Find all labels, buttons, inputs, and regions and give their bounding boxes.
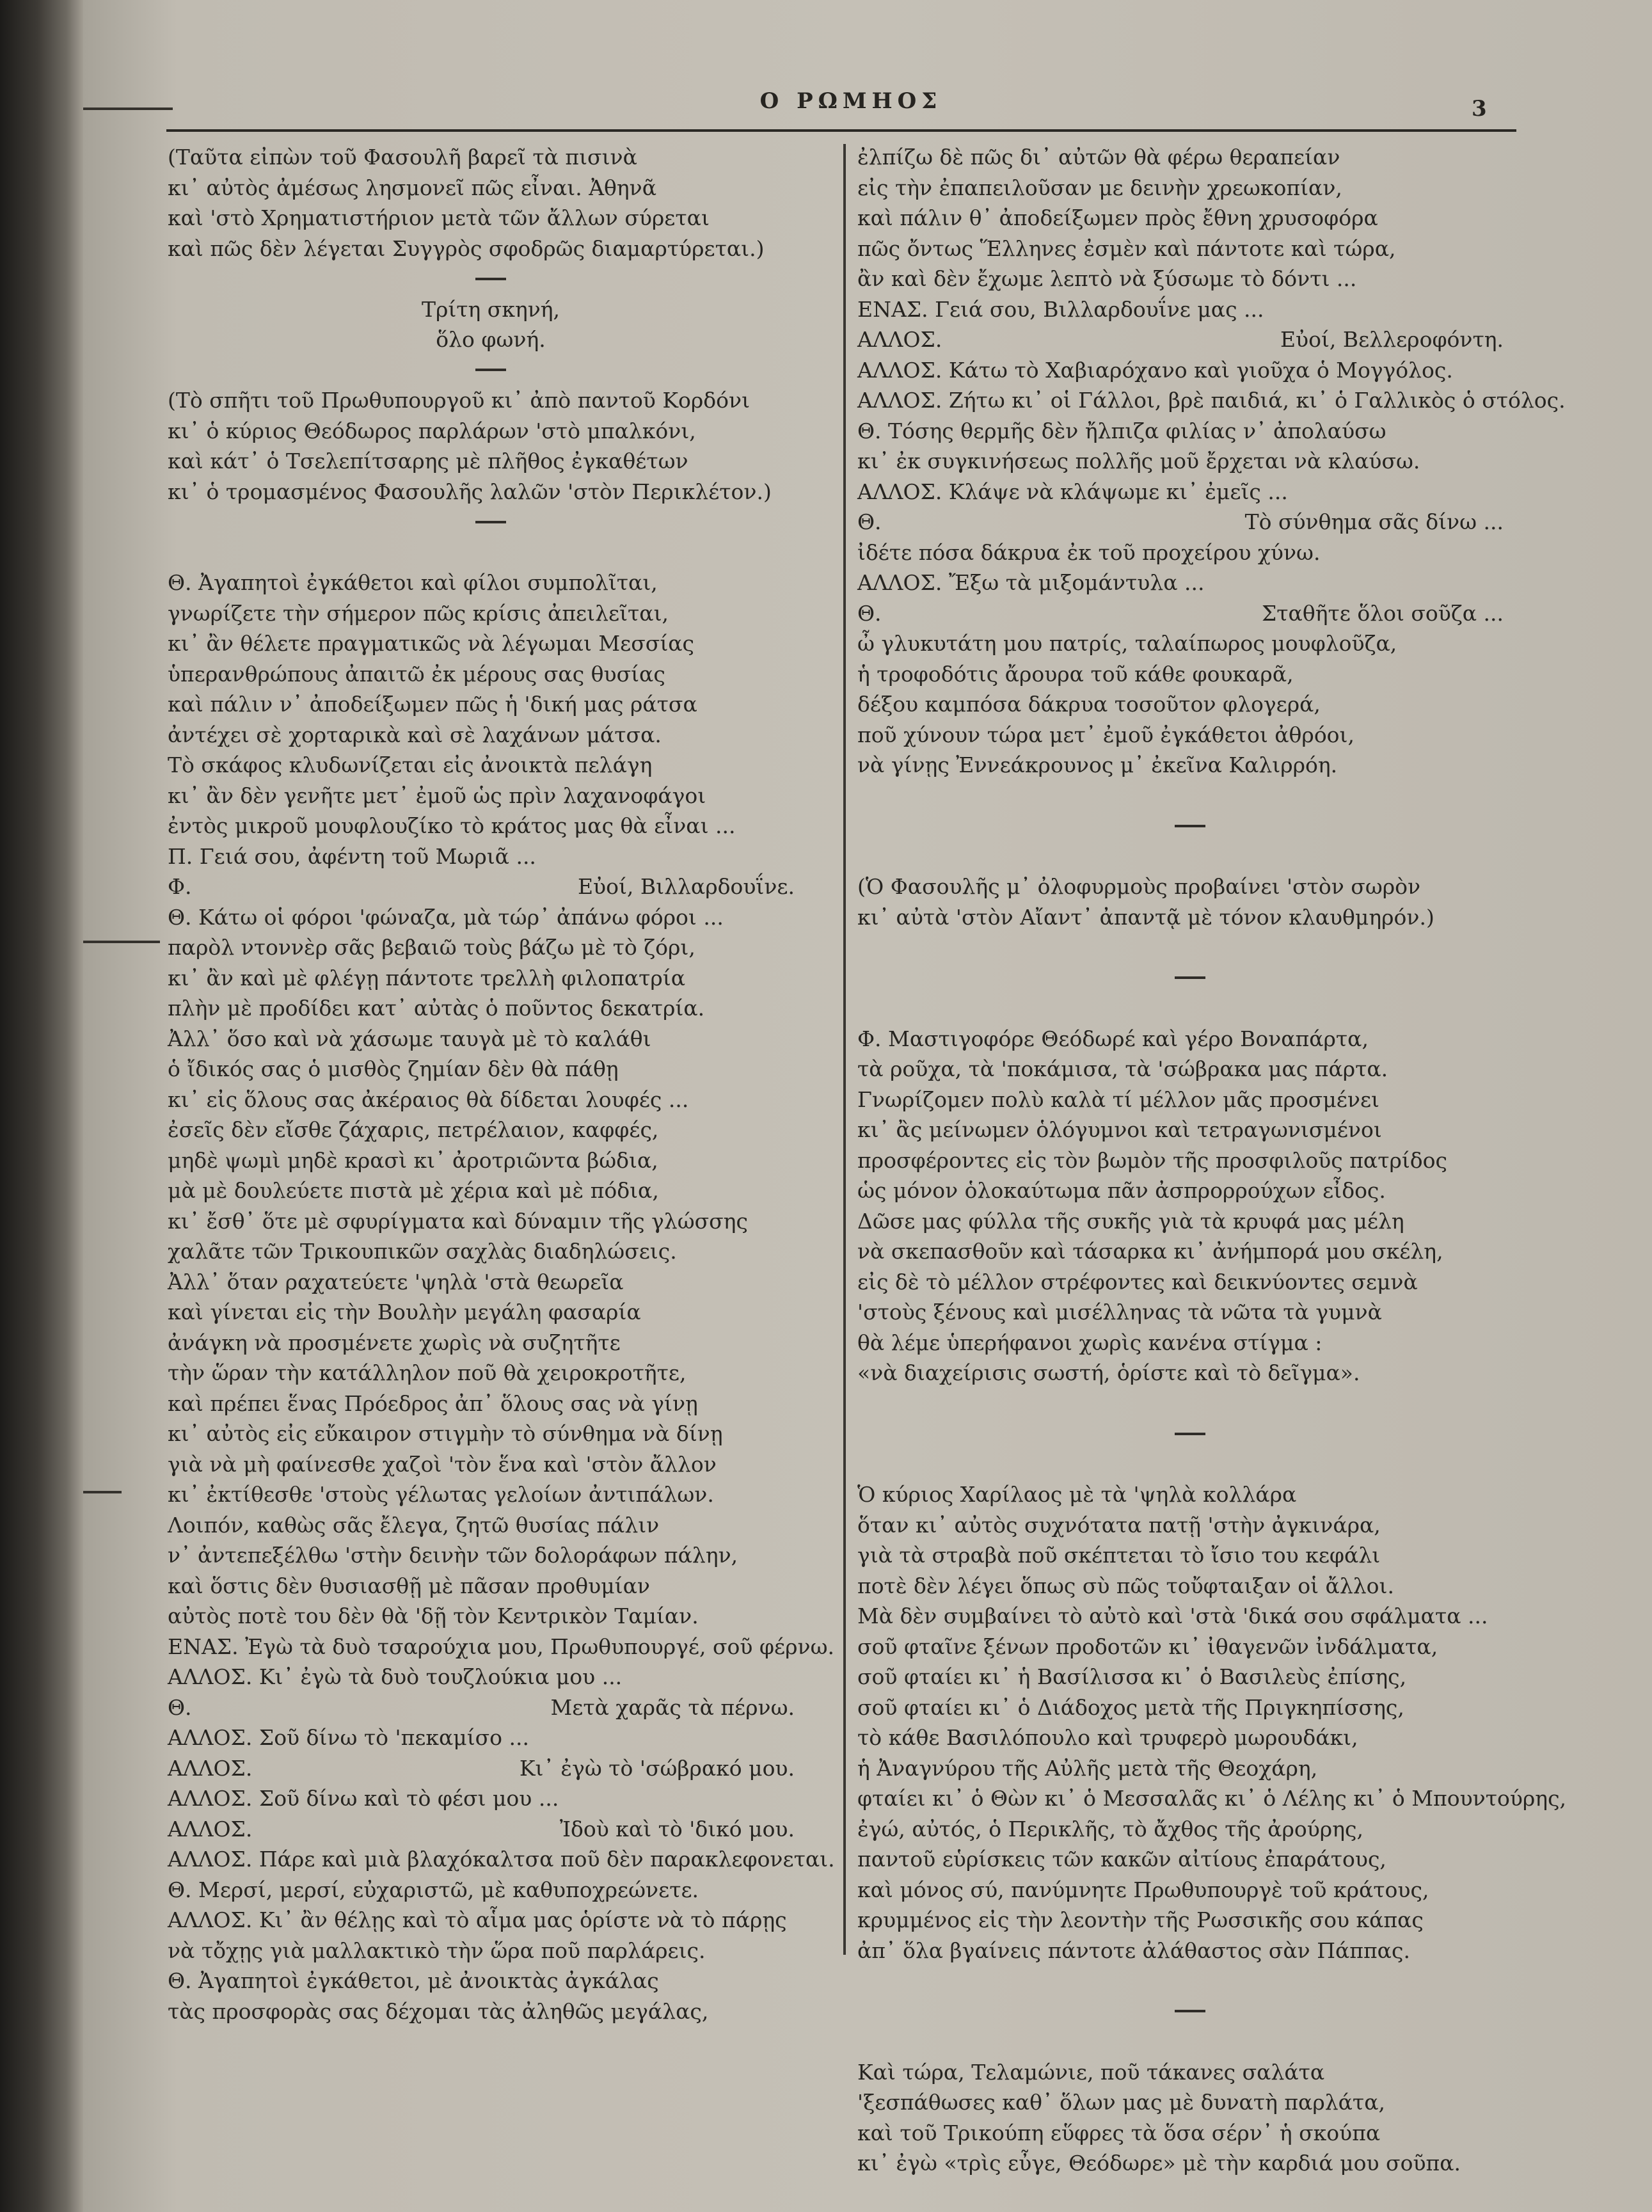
section-separator: [857, 1996, 1523, 2027]
verse-line: Καὶ τώρα, Τελαμώνιε, ποῦ τάκανες σαλάτα: [857, 2059, 1325, 2085]
verse-line: καὶ 'στὸ Χρηματιστήριον μετὰ τῶν ἄλλων σύρεται: [168, 205, 710, 230]
verse-line: καὶ γίνεται εἰς τὴν Βουλὴν μεγάλη φασαρία: [168, 1300, 641, 1325]
verse-line: ἂν καὶ δὲν ἔχωμε λεπτὸ νὰ ξύσωμε τὸ δόντι ...: [857, 266, 1357, 291]
verse-line: κι᾿ ἂν δὲν γενῆτε μετ᾿ ἐμοῦ ὡς πρὶν λαχανοφάγοι: [168, 783, 706, 808]
verse-line: Ὁ κύριος Χαρίλαος μὲ τὰ 'ψηλὰ κολλάρα: [857, 1482, 1297, 1507]
verse-line: κι᾿ αὐτὸς ἀμέσως λησμονεῖ πῶς εἶναι. Ἀθηνᾶ: [168, 175, 657, 200]
separator-dash: [475, 369, 506, 371]
separator-dash: [1175, 825, 1205, 827]
verse-line: κι᾿ ἔσθ᾿ ὅτε μὲ σφυρίγματα καὶ δύναμιν τῆς γλώσσης: [168, 1208, 748, 1234]
verse-line: ἐλπίζω δὲ πῶς δι᾿ αὐτῶν θὰ φέρω θεραπείαν: [857, 145, 1340, 170]
margin-tick: [83, 941, 160, 943]
blank-line: [857, 2026, 1523, 2057]
separator-dash: [475, 521, 506, 523]
dialogue-line: [168, 1753, 814, 1784]
margin-tick: [83, 1491, 122, 1493]
margin-tick: [83, 107, 173, 110]
verse-line: παντοῦ εὑρίσκεις τῶν κακῶν αἰτίους ἐπαράτους,: [857, 1847, 1386, 1872]
section-separator: [168, 507, 814, 537]
blank-line: [857, 1449, 1523, 1480]
verse-line: εἰς δὲ τὸ μέλλον στρέφοντες καὶ δεικνύοντες σεμνὰ: [857, 1269, 1418, 1294]
verse-line: καὶ ὅστις δὲν θυσιασθῇ μὲ πᾶσαν προθυμίαν: [168, 1573, 650, 1598]
verse-line: Μὰ δὲν συμβαίνει τὸ αὐτὸ καὶ 'στὰ 'δικά σου σφάλματα ...: [857, 1603, 1488, 1628]
verse-line: εἰς τὴν ἐπαπειλοῦσαν με δεινὴν χρεωκοπίαν,: [857, 175, 1342, 200]
verse-line: κι᾿ ἂν καὶ μὲ φλέγῃ πάντοτε τρελλὴ φιλοπατρία: [168, 965, 685, 991]
verse-line: καὶ μόνος σύ, πανύμνητε Πρωθυπουργὲ τοῦ κράτους,: [857, 1877, 1429, 1902]
dialogue-text: Μετὰ χαρᾶς τὰ πέρνω.: [550, 1694, 795, 1720]
verse-line: «νὰ διαχείρισις σωστή, ὁρίστε καὶ τὸ δεῖγμα».: [857, 1360, 1360, 1385]
verse-line: ἰδέτε πόσα δάκρυα ἐκ τοῦ προχείρου χύνω.: [857, 539, 1321, 565]
verse-line: κι᾿ ἐκτίθεσθε 'στοὺς γέλωτας γελοίων ἀντιπάλων.: [168, 1482, 714, 1507]
verse-line: κι᾿ ἐγὼ «τρὶς εὖγε, Θεόδωρε» μὲ τὴν καρδιά μου σοῦπα.: [857, 2151, 1461, 2176]
dialogue-text: Εὐοί, Βελλεροφόντη.: [1280, 327, 1504, 352]
verse-line: 'στοὺς ξένους καὶ μισέλληνας τὰ νῶτα τὰ γυμνὰ: [857, 1300, 1382, 1325]
verse-line: γιὰ τὰ στραβὰ ποῦ σκέπτεται τὸ ἴσιο του κεφάλι: [857, 1543, 1381, 1568]
verse-line: ΑΛΛΟΣ. Σοῦ δίνω τὸ 'πεκαμίσο ...: [168, 1725, 529, 1750]
left-column: [168, 142, 835, 2026]
speaker-label: ΑΛΛΟΣ.: [168, 1755, 253, 1781]
verse-line: τὴν ὥραν τὴν κατάλληλον ποῦ θὰ χειροκροτῆτε,: [168, 1360, 687, 1385]
verse-line: 'ξεσπάθωσες καθ᾿ ὅλων μας μὲ δυνατὴ παρλάτα,: [857, 2090, 1385, 2115]
verse-line: Φ. Μαστιγοφόρε Θεόδωρέ καὶ γέρο Βοναπάρτα,: [857, 1026, 1369, 1051]
verse-line: κι᾿ ὁ κύριος Θεόδωρος παρλάρων 'στὸ μπαλκόνι,: [168, 418, 696, 443]
verse-line: ΕΝΑΣ. Γειά σου, Βιλλαρδουΐνε μας ...: [857, 296, 1264, 322]
verse-line: Δῶσε μας φύλλα τῆς συκῆς γιὰ τὰ κρυφά μας μέλη: [857, 1208, 1404, 1234]
dialogue-text: Ἰδοὺ καὶ τὸ 'δικό μου.: [559, 1816, 795, 1842]
verse-line: σοῦ φταῖνε ξένων προδοτῶν κι᾿ ἰθαγενῶν ἰνδάλματα,: [857, 1634, 1438, 1659]
separator-dash: [1175, 2010, 1205, 2012]
speaker-label: Θ.: [857, 600, 882, 626]
verse-line: ποτὲ δὲν λέγει ὅπως σὺ πῶς τοὔφταιξαν οἱ ἄλλοι.: [857, 1573, 1394, 1598]
newspaper-title: Ο ΡΩΜΗΟΣ: [759, 88, 942, 114]
dialogue-text: Κι᾿ ἐγὼ τὸ 'σώβρακό μου.: [519, 1755, 795, 1781]
verse-line: Λοιπόν, καθὼς σᾶς ἔλεγα, ζητῶ θυσίας πάλιν: [168, 1512, 660, 1538]
verse-line: θὰ λέμε ὑπερήφανοι χωρὶς κανένα στίγμα :: [857, 1330, 1322, 1355]
speaker-label: ΑΛΛΟΣ.: [168, 1816, 253, 1842]
speaker-label: Φ.: [168, 874, 192, 899]
verse-line: φταίει κι᾿ ὁ Θὼν κι᾿ ὁ Μεσσαλᾶς κι᾿ ὁ Λέλης κι᾿ ὁ Μπουντούρης,: [857, 1786, 1567, 1811]
header-rule: [166, 129, 1516, 132]
blank-line: [168, 537, 814, 568]
verse-line: ὑπερανθρώπους ἀπαιτῶ ἐκ μέρους σας θυσίας: [168, 661, 665, 687]
verse-line: νὰ σκεπασθοῦν καὶ τάσαρκα κι᾿ ἀνήμπορά μου σκέλη,: [857, 1239, 1443, 1264]
dialogue-line: [168, 871, 814, 902]
verse-line: σοῦ φταίει κι᾿ ὁ Διάδοχος μετὰ τῆς Πριγκηπίσσης,: [857, 1694, 1404, 1720]
verse-line: Θ. Κάτω οἱ φόροι 'φώναζα, μὰ τώρ᾿ ἀπάνω φόροι ...: [168, 904, 724, 930]
section-separator: [857, 811, 1523, 841]
verse-line: κι᾿ αὐτὰ 'στὸν Αἴαντ᾿ ἀπαντᾷ μὲ τόνον κλαυθμηρόν.): [857, 904, 1434, 930]
verse-line: Γνωρίζομεν πολὺ καλὰ τί μέλλον μᾶς προσμένει: [857, 1086, 1379, 1112]
verse-line: αὐτὸς ποτὲ του δὲν θὰ 'δῇ τὸν Κεντρικὸν Ταμίαν.: [168, 1603, 699, 1628]
book-spine-shadow: [0, 0, 83, 2212]
dialogue-text: Τὸ σύνθημα σᾶς δίνω ...: [1244, 509, 1504, 534]
verse-line: ΑΛΛΟΣ. Κάτω τὸ Χαβιαρόχανο καὶ γιοῦχα ὁ Μογγόλος.: [857, 357, 1453, 383]
separator-dash: [475, 278, 506, 280]
verse-line: ἀπ᾿ ὅλα βγαίνεις πάντοτε ἀλάθαστος σὰν Πάππας.: [857, 1937, 1410, 1963]
right-column: [857, 142, 1567, 2179]
blank-line: [857, 781, 1523, 811]
verse-line: γιὰ νὰ μὴ φαίνεσθε χαζοὶ 'τὸν ἕνα καὶ 'στὸν ἄλλον: [168, 1451, 717, 1477]
verse-line: σοῦ φταίει κι᾿ ἡ Βασίλισσα κι᾿ ὁ Βασιλεὺς ἐπίσης,: [857, 1664, 1407, 1689]
scene-heading: ὅλο φωνή.: [436, 327, 546, 352]
speaker-label: Θ.: [857, 509, 882, 534]
verse-line: ποῦ χύνουν τώρα μετ᾿ ἐμοῦ ἐγκάθετοι ἀθρόοι,: [857, 722, 1354, 747]
verse-line: πλὴν μὲ προδίδει κατ᾿ αὐτὰς ὁ ποῦντος δεκατρία.: [168, 996, 705, 1021]
dialogue-line: [857, 324, 1523, 355]
verse-line: γνωρίζετε τὴν σήμερον πῶς κρίσις ἀπειλεῖται,: [168, 600, 669, 626]
speaker-label: Θ.: [168, 1694, 192, 1720]
verse-line: ὡς μόνον ὁλοκαύτωμα πᾶν ἀσπρορρούχων εἶδος.: [857, 1178, 1386, 1203]
verse-line: ΑΛΛΟΣ. Κλάψε νὰ κλάψωμε κι᾿ ἐμεῖς ...: [857, 479, 1288, 504]
verse-line: ν᾿ ἀντεπεξέλθω 'στὴν δεινὴν τῶν δολοράφων πάλην,: [168, 1543, 738, 1568]
verse-line: ὦ γλυκυτάτη μου πατρίς, ταλαίπωρος μουφλοῦζα,: [857, 631, 1397, 656]
verse-line: ἀνάγκη νὰ προσμένετε χωρὶς νὰ συζητῆτε: [168, 1330, 621, 1355]
verse-line: μηδὲ ψωμὶ μηδὲ κρασὶ κι᾿ ἀροτριῶντα βώδια,: [168, 1147, 658, 1173]
verse-line: κι᾿ ἂς μείνωμεν ὁλόγυμνοι καὶ τετραγωνισμένοι: [857, 1117, 1382, 1142]
verse-line: ΑΛΛΟΣ. Κι᾿ ἂν θέλῃς καὶ τὸ αἷμα μας ὁρίστε νὰ τὸ πάρῃς: [168, 1907, 787, 1932]
verse-line: Π. Γειά σου, ἀφέντη τοῦ Μωριᾶ ...: [168, 843, 536, 869]
verse-line: ἐντὸς μικροῦ μουφλουζίκο τὸ κράτος μας θὰ εἶναι ...: [168, 813, 736, 838]
verse-line: Θ. Ἀγαπητοὶ ἐγκάθετοι, μὲ ἀνοικτὰς ἀγκάλας: [168, 1968, 659, 1993]
verse-line: δέξου καμπόσα δάκρυα τοσοῦτον φλογερά,: [857, 692, 1321, 717]
dialogue-line: [857, 598, 1523, 629]
verse-line: χαλᾶτε τῶν Τρικουπικῶν σαχλὰς διαδηλώσεις.: [168, 1239, 677, 1264]
verse-line: ἐσεῖς δὲν εἴσθε ζάχαρις, πετρέλαιον, καφφές,: [168, 1117, 659, 1142]
separator-dash: [1175, 976, 1205, 979]
verse-line: Ἀλλ᾿ ὅταν ραχατεύετε 'ψηλὰ 'στὰ θεωρεῖα: [168, 1269, 624, 1294]
verse-line: Θ. Ἀγαπητοὶ ἐγκάθετοι καὶ φίλοι συμπολῖται,: [168, 570, 658, 595]
verse-line: Θ. Μερσί, μερσί, εὐχαριστῶ, μὲ καθυποχρεώνετε.: [168, 1877, 699, 1902]
verse-line: καὶ τοῦ Τρικούπη εὕφρες τὰ ὅσα σέρν᾿ ἡ σκούπα: [857, 2120, 1381, 2145]
column-divider: [843, 144, 846, 1955]
blank-line: [857, 993, 1523, 1024]
verse-line: νὰ τὄχῃς γιὰ μαλλακτικὸ τὴν ὥρα ποῦ παρλάρεις.: [168, 1937, 706, 1963]
verse-line: Τὸ σκάφος κλυδωνίζεται εἰς ἀνοικτὰ πελάγη: [168, 752, 653, 777]
verse-line: ἡ τροφοδότις ἄρουρα τοῦ κάθε φουκαρᾶ,: [857, 661, 1294, 687]
verse-line: τὰ ροῦχα, τὰ 'ποκάμισα, τὰ 'σώβρακα μας πάρτα.: [857, 1056, 1388, 1081]
verse-line: κρυμμένος εἰς τὴν λεοντὴν τῆς Ρωσσικῆς σου κάπας: [857, 1907, 1424, 1932]
verse-line: καὶ πῶς δὲν λέγεται Συγγρὸς σφοδρῶς διαμαρτύρεται.): [168, 235, 765, 261]
verse-line: ἐγώ, αὐτός, ὁ Περικλῆς, τὸ ἄχθος τῆς ἀρούρης,: [857, 1816, 1363, 1842]
verse-line: κι᾿ εἰς ὅλους σας ἀκέραιος θὰ δίδεται λουφές ...: [168, 1086, 689, 1112]
verse-line: ἡ Ἀναγνύρου τῆς Αὐλῆς μετὰ τῆς Θεοχάρη,: [857, 1755, 1318, 1781]
dialogue-text: Σταθῆτε ὅλοι σοῦζα ...: [1261, 600, 1504, 626]
dialogue-line: [168, 1814, 814, 1845]
verse-line: (Ταῦτα εἰπὼν τοῦ Φασουλῆ βαρεῖ τὰ πισινὰ: [168, 145, 637, 170]
verse-line: κι᾿ ἐκ συγκινήσεως πολλῆς μοῦ ἔρχεται νὰ κλαύσω.: [857, 449, 1420, 473]
verse-line: καὶ πάλιν θ᾿ ἀποδείξωμεν πρὸς ἔθνη χρυσοφόρα: [857, 205, 1378, 230]
speaker-label: ΑΛΛΟΣ.: [857, 327, 942, 352]
blank-line: [857, 932, 1523, 963]
verse-line: καὶ πρέπει ἕνας Πρόεδρος ἀπ᾿ ὅλους σας νὰ γίνῃ: [168, 1390, 698, 1416]
verse-line: νὰ γίνῃς Ἐννεάκρουνος μ᾿ ἐκεῖνα Καλιρρόη.: [857, 752, 1338, 777]
section-separator: [857, 963, 1523, 994]
verse-line: (Ὁ Φασουλῆς μ᾿ ὀλοφυρμοὺς προβαίνει 'στὸν σωρὸν: [857, 874, 1421, 899]
section-separator: [168, 355, 814, 386]
verse-line: τὸ κάθε Βασιλόπουλο καὶ τρυφερὸ μωρουδάκι,: [857, 1725, 1358, 1750]
verse-line: (Τὸ σπῆτι τοῦ Πρωθυπουργοῦ κι᾿ ἀπὸ παντοῦ Κορδόνι: [168, 388, 751, 413]
dialogue-line: [168, 1692, 814, 1723]
dialogue-text: Εὐοί, Βιλλαρδουΐνε.: [577, 874, 795, 899]
verse-line: ΕΝΑΣ. Ἐγὼ τὰ δυὸ τσαρούχια μου, Πρωθυπουργέ, σοῦ φέρνω.: [168, 1634, 834, 1659]
verse-line: προσφέροντες εἰς τὸν βωμὸν τῆς προσφιλοῦς πατρίδος: [857, 1147, 1448, 1173]
verse-line: ΑΛΛΟΣ. Κι᾿ ἐγὼ τὰ δυὸ τουζλούκια μου ...: [168, 1664, 623, 1689]
verse-line: Ἀλλ᾿ ὅσο καὶ νὰ χάσωμε ταυγὰ μὲ τὸ καλάθι: [168, 1026, 651, 1051]
verse-line: καὶ κάτ᾿ ὁ Τσελεπίτσαρης μὲ πλῆθος ἐγκαθέτων: [168, 449, 688, 473]
verse-line: κι᾿ ἂν θέλετε πραγματικῶς νὰ λέγωμαι Μεσσίας: [168, 631, 695, 656]
verse-line: ὅταν κι᾿ αὐτὸς συχνότατα πατῇ 'στὴν ἀγκινάρα,: [857, 1512, 1381, 1538]
verse-line: ὁ ἴδικός σας ὁ μισθὸς ζημίαν δὲν θὰ πάθῃ: [168, 1056, 619, 1081]
separator-dash: [1175, 1433, 1205, 1435]
blank-line: [857, 1966, 1523, 1996]
verse-line: καὶ πάλιν ν᾿ ἀποδείξωμεν πῶς ἡ 'δική μας ράτσα: [168, 692, 697, 717]
dialogue-line: [857, 507, 1523, 537]
verse-line: μὰ μὲ δουλεύετε πιστὰ μὲ χέρια καὶ μὲ πόδια,: [168, 1178, 659, 1203]
verse-line: πῶς ὄντως Ἕλληνες ἐσμὲν καὶ πάντοτε καὶ τώρα,: [857, 235, 1396, 261]
verse-line: κι᾿ αὐτὸς εἰς εὔκαιρον στιγμὴν τὸ σύνθημα νὰ δίνῃ: [168, 1421, 723, 1446]
verse-line: ΑΛΛΟΣ. Ζήτω κι᾿ οἱ Γάλλοι, βρὲ παιδιά, κι᾿ ὁ Γαλλικὸς ὁ στόλος.: [857, 388, 1566, 413]
blank-line: [857, 841, 1523, 872]
section-separator: [857, 1419, 1523, 1449]
verse-line: κι᾿ ὁ τρομασμένος Φασουλῆς λαλῶν 'στὸν Περικλέτον.): [168, 479, 772, 504]
page-number: 3: [1472, 96, 1487, 122]
verse-line: ἀντέχει σὲ χορταρικὰ καὶ σὲ λαχάνων μάτσα.: [168, 722, 662, 747]
blank-line: [857, 1388, 1523, 1419]
verse-line: τὰς προσφορὰς σας δέχομαι τὰς ἀληθῶς μεγάλας,: [168, 1998, 709, 2024]
verse-line: παρὸλ ντοννὲρ σᾶς βεβαιῶ τοὺς βάζω μὲ τὸ ζόρι,: [168, 935, 695, 960]
scene-heading: Τρίτη σκηνή,: [421, 296, 560, 322]
verse-line: Θ. Τόσης θερμῆς δὲν ἤλπιζα φιλίας ν᾿ ἀπολαύσω: [857, 418, 1386, 443]
section-separator: [168, 264, 814, 294]
verse-line: ΑΛΛΟΣ. Ἔξω τὰ μιξομάντυλα ...: [857, 570, 1205, 595]
verse-line: ΑΛΛΟΣ. Πάρε καὶ μιὰ βλαχόκαλτσα ποῦ δὲν παρακλεφονεται.: [168, 1847, 835, 1872]
verse-line: ΑΛΛΟΣ. Σοῦ δίνω καὶ τὸ φέσι μου ...: [168, 1786, 559, 1811]
